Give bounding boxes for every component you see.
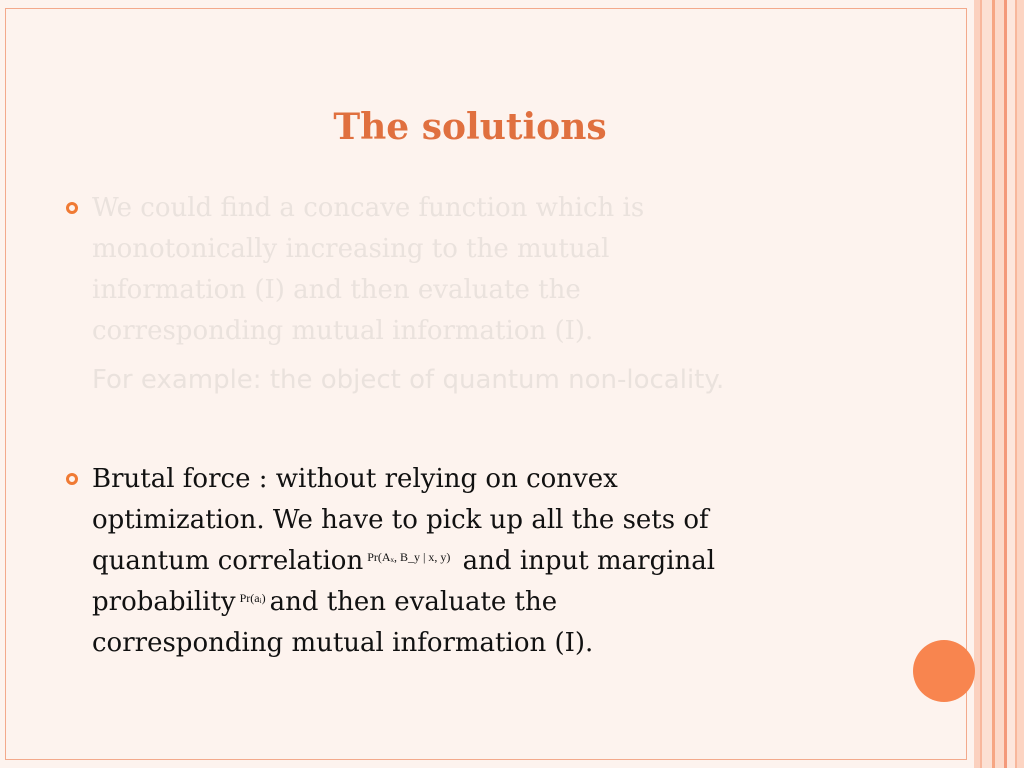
- decorative-stripe: [1007, 0, 1015, 768]
- bullet-2-text-segment: and input marginal: [462, 546, 716, 576]
- marginal-probability-formula: Pr(aᵢ): [239, 591, 266, 605]
- bullet-icon: [66, 202, 78, 214]
- bullet-2-line: [92, 541, 892, 582]
- bullet-2-text: [92, 459, 892, 664]
- decorative-stripe: [1017, 0, 1024, 768]
- bullet-2-line: corresponding mutual information (I).: [92, 628, 594, 658]
- bullet-1-line: corresponding mutual information (I).: [92, 316, 594, 346]
- quantum-correlation-formula: Pr(Aₓ, B_y | x, y): [367, 550, 451, 564]
- bullet-1-line: We could find a concave function which is: [92, 193, 645, 223]
- bullet-2-text-segment: and then evaluate the: [269, 587, 558, 617]
- bullet-2-text-segment: quantum correlation: [92, 546, 364, 576]
- bullet-2-line: Brutal force : without relying on convex: [92, 464, 618, 494]
- decorative-stripe: [995, 0, 1004, 768]
- decorative-stripe: [982, 0, 992, 768]
- bullet-1-line: information (I) and then evaluate the: [92, 275, 581, 305]
- bullet-1-example: For example: the object of quantum non-locality.: [92, 365, 725, 395]
- bullet-2-line: optimization. We have to pick up all the sets of: [92, 505, 709, 535]
- decorative-circle: [913, 640, 975, 702]
- bullet-1-line: monotonically increasing to the mutual: [92, 234, 610, 264]
- bullet-1-text: [92, 188, 892, 352]
- bullet-icon: [66, 473, 78, 485]
- bullet-2-text-segment: probability: [92, 587, 236, 617]
- slide-title: The solutions: [333, 106, 607, 148]
- bullet-2-line: [92, 582, 892, 623]
